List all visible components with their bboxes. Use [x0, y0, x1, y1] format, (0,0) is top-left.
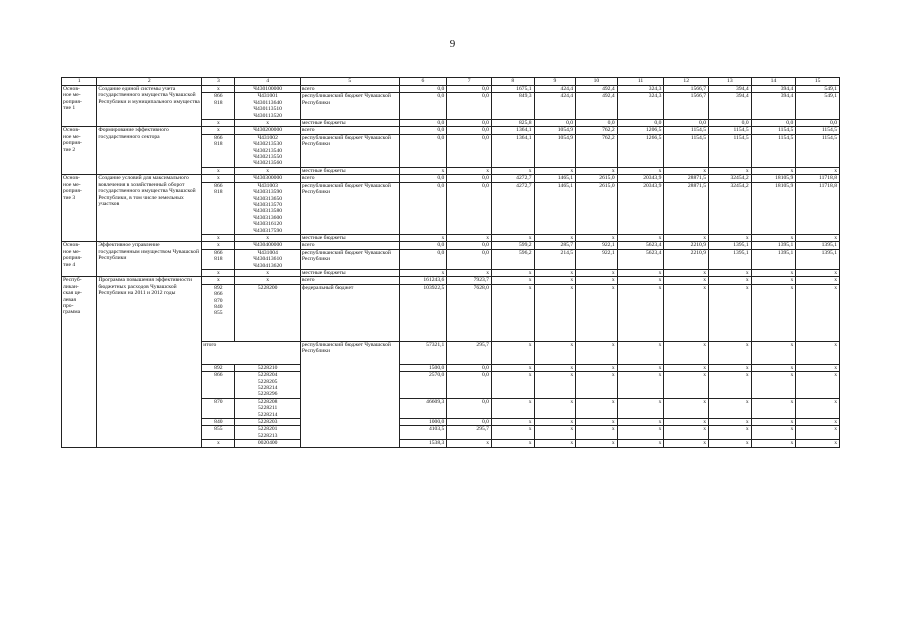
value-cell: x — [491, 372, 534, 399]
value-cell: x — [796, 277, 840, 284]
value-cell: x — [796, 426, 840, 440]
funding-source: республиканский бюджет Чувашской Республики — [300, 249, 399, 269]
value-cell: 1395,1 — [751, 249, 796, 269]
value-cell: x — [751, 440, 796, 447]
value-cell: 1395,1 — [709, 249, 752, 269]
value-cell: x — [576, 269, 618, 276]
value-cell: 0,0 — [447, 175, 492, 182]
value-cell: x — [491, 167, 534, 174]
value-cell: x — [664, 440, 709, 447]
value-cell: x — [664, 364, 709, 371]
value-cell: 0,0 — [447, 127, 492, 134]
value-cell: x — [576, 341, 618, 364]
value-cell: x — [709, 284, 752, 341]
budget-code: Ч431001 Ч430113640 Ч430113510 Ч430113520 — [235, 93, 300, 120]
value-cell: 0,0 — [447, 398, 492, 418]
value-cell: 2210,9 — [664, 242, 709, 249]
funding-source: всего — [300, 86, 399, 93]
value-cell: 394,4 — [709, 86, 752, 93]
value-cell: x — [447, 234, 492, 241]
value-cell: 1154,5 — [664, 127, 709, 134]
value-cell: x — [796, 372, 840, 399]
funding-source: федеральный бюджет — [300, 284, 399, 341]
value-cell: 18105,9 — [751, 182, 796, 234]
value-cell: x — [576, 426, 618, 440]
ministry-code: x — [202, 167, 235, 174]
ministry-code: 870 — [202, 398, 235, 418]
value-cell: x — [796, 440, 840, 447]
ministry-code: x — [202, 86, 235, 93]
value-cell: x — [751, 284, 796, 341]
value-cell: 1154,5 — [709, 134, 752, 167]
header-cell: 6 — [399, 78, 447, 86]
value-cell: x — [709, 426, 752, 440]
value-cell: 0,0 — [399, 86, 447, 93]
value-cell: 922,1 — [576, 242, 618, 249]
value-cell: x — [491, 398, 534, 418]
program-label: Респуб- ликан- ская це- левая про- грамма — [62, 277, 97, 447]
funding-source: республиканский бюджет Чувашской Республики — [300, 93, 399, 120]
value-cell: x — [491, 440, 534, 447]
value-cell: 394,4 — [751, 86, 796, 93]
value-cell: 0,0 — [399, 182, 447, 234]
value-cell: 0,0 — [399, 127, 447, 134]
value-cell: 1154,5 — [751, 134, 796, 167]
value-cell: 1000,0 — [399, 419, 447, 426]
value-cell: 1364,1 — [491, 127, 534, 134]
value-cell: x — [796, 269, 840, 276]
funding-source: всего — [300, 242, 399, 249]
value-cell: 103922,5 — [399, 284, 447, 341]
value-cell: 1395,1 — [751, 242, 796, 249]
header-cell: 15 — [796, 78, 840, 86]
value-cell: x — [576, 234, 618, 241]
ministry-code: 866 818 — [202, 93, 235, 120]
value-cell: 1566,7 — [664, 86, 709, 93]
value-cell: 0,0 — [447, 372, 492, 399]
value-cell: x — [709, 234, 752, 241]
budget-code: Ч430400000 — [235, 242, 300, 249]
budget-code: x — [235, 120, 300, 127]
value-cell: 0,0 — [617, 120, 664, 127]
value-cell: x — [534, 277, 576, 284]
ministry-code: x — [202, 175, 235, 182]
value-cell: 0,0 — [399, 120, 447, 127]
value-cell: x — [751, 234, 796, 241]
value-cell: 20343,9 — [617, 175, 664, 182]
budget-code: Ч431002 Ч430213530 Ч430213540 Ч430213550 Ч430213560 — [235, 134, 300, 167]
value-cell: 0,0 — [534, 120, 576, 127]
budget-code: Ч431004 Ч430413610 Ч430413620 — [235, 249, 300, 269]
subtotal-label: итого — [202, 341, 301, 364]
value-cell: 11718,8 — [796, 182, 840, 234]
value-cell: x — [617, 269, 664, 276]
value-cell: x — [709, 364, 752, 371]
ministry-code: x — [202, 440, 235, 447]
header-cell: 3 — [202, 78, 235, 86]
table-row — [62, 127, 840, 134]
value-cell: x — [399, 269, 447, 276]
value-cell: 32454,2 — [709, 175, 752, 182]
value-cell: x — [664, 398, 709, 418]
value-cell: 1364,1 — [491, 134, 534, 167]
value-cell: 394,4 — [709, 93, 752, 120]
value-cell: 0,0 — [399, 242, 447, 249]
value-cell: 11718,8 — [796, 175, 840, 182]
value-cell: x — [534, 284, 576, 341]
value-cell: x — [796, 364, 840, 371]
value-cell: 7628,0 — [447, 284, 492, 341]
value-cell: x — [796, 234, 840, 241]
measure-label: Основ- ное ме- роприя- тие 4 — [62, 242, 97, 277]
header-cell: 8 — [491, 78, 534, 86]
ministry-code: 866 818 — [202, 249, 235, 269]
funding-source: всего — [300, 277, 399, 284]
value-cell: 0,0 — [447, 249, 492, 269]
value-cell: x — [617, 364, 664, 371]
header-row — [62, 78, 840, 86]
value-cell: 1395,1 — [796, 249, 840, 269]
funding-source: всего — [300, 127, 399, 134]
value-cell: x — [751, 372, 796, 399]
value-cell: 1395,1 — [709, 242, 752, 249]
value-cell: 0,0 — [447, 419, 492, 426]
budget-code: Ч431003 Ч430313590 Ч430313650 Ч430313570 Ч430313580 Ч430313600 Ч430316120 Ч430317590 — [235, 182, 300, 234]
header-cell: 10 — [576, 78, 618, 86]
value-cell: 0,0 — [447, 242, 492, 249]
value-cell: x — [576, 372, 618, 399]
budget-code: 5228200 — [235, 284, 300, 341]
value-cell: x — [534, 426, 576, 440]
value-cell: x — [617, 398, 664, 418]
value-cell: x — [491, 341, 534, 364]
measure-description: Создание единой системы учета государственного имущества Чувашской Республики и муниципального имущества — [97, 86, 202, 127]
funding-source: местные бюджеты — [300, 234, 399, 241]
value-cell: x — [617, 341, 664, 364]
value-cell: x — [617, 167, 664, 174]
value-cell: 46609,3 — [399, 398, 447, 418]
value-cell: x — [796, 284, 840, 341]
value-cell: 28871,5 — [664, 182, 709, 234]
value-cell: x — [617, 419, 664, 426]
value-cell: 324,3 — [617, 93, 664, 120]
value-cell: x — [751, 398, 796, 418]
value-cell: 2615,0 — [576, 175, 618, 182]
value-cell: x — [709, 269, 752, 276]
value-cell: x — [491, 234, 534, 241]
value-cell: 57321,1 — [399, 341, 447, 364]
value-cell: x — [576, 167, 618, 174]
value-cell: x — [491, 364, 534, 371]
value-cell: x — [534, 167, 576, 174]
funding-source: республиканский бюджет Чувашской Республики — [300, 341, 399, 447]
header-cell: 9 — [534, 78, 576, 86]
value-cell: x — [664, 167, 709, 174]
funding-source: республиканский бюджет Чувашской Республики — [300, 182, 399, 234]
budget-code: Ч430200000 — [235, 127, 300, 134]
value-cell: x — [617, 284, 664, 341]
value-cell: 0,0 — [447, 182, 492, 234]
value-cell: 0,0 — [447, 364, 492, 371]
funding-source: местные бюджеты — [300, 167, 399, 174]
value-cell: x — [664, 419, 709, 426]
value-cell: 5623,4 — [617, 242, 664, 249]
value-cell: x — [664, 341, 709, 364]
ministry-code: 840 — [202, 419, 235, 426]
ministry-code: 855 — [202, 426, 235, 440]
value-cell: 0,0 — [709, 120, 752, 127]
value-cell: 1566,7 — [664, 93, 709, 120]
value-cell: 1154,5 — [796, 134, 840, 167]
budget-code: Ч430300000 — [235, 175, 300, 182]
header-cell: 14 — [751, 78, 796, 86]
ministry-code: 866 818 — [202, 182, 235, 234]
value-cell: x — [709, 440, 752, 447]
measure-description: Эффективное управление государственным имуществом Чувашской Республики — [97, 242, 202, 277]
value-cell: 424,4 — [534, 93, 576, 120]
value-cell: x — [399, 234, 447, 241]
value-cell: x — [617, 372, 664, 399]
value-cell: x — [751, 269, 796, 276]
value-cell: 1675,1 — [491, 86, 534, 93]
value-cell: 492,4 — [576, 93, 618, 120]
value-cell: x — [534, 364, 576, 371]
value-cell: 0,0 — [664, 120, 709, 127]
value-cell: 1054,9 — [534, 127, 576, 134]
value-cell: x — [796, 419, 840, 426]
value-cell: x — [576, 277, 618, 284]
value-cell: 922,1 — [576, 249, 618, 269]
value-cell: x — [534, 372, 576, 399]
value-cell: x — [534, 398, 576, 418]
value-cell: x — [576, 419, 618, 426]
budget-code: x — [235, 167, 300, 174]
value-cell: 394,4 — [751, 93, 796, 120]
value-cell: x — [576, 398, 618, 418]
value-cell: 161243,6 — [399, 277, 447, 284]
value-cell: x — [751, 419, 796, 426]
value-cell: 0,0 — [399, 249, 447, 269]
value-cell: x — [576, 440, 618, 447]
value-cell: 762,2 — [576, 127, 618, 134]
value-cell: x — [751, 167, 796, 174]
value-cell: x — [751, 426, 796, 440]
ministry-code: x — [202, 120, 235, 127]
header-cell: 2 — [97, 78, 202, 86]
value-cell: x — [491, 269, 534, 276]
value-cell: 0,0 — [447, 86, 492, 93]
value-cell: 285,7 — [534, 242, 576, 249]
measure-description: Создание условий для максимального вовлечения в хозяйственный оборот государственного имущества Чувашской Республики, в том числе земельных участков — [97, 175, 202, 242]
header-cell: 12 — [664, 78, 709, 86]
value-cell: 0,0 — [447, 134, 492, 167]
value-cell: x — [534, 269, 576, 276]
value-cell: 1465,1 — [534, 175, 576, 182]
value-cell: x — [709, 398, 752, 418]
ministry-code: x — [202, 269, 235, 276]
value-cell: 1154,5 — [709, 127, 752, 134]
ministry-code: x — [202, 277, 235, 284]
budget-code: 5228210 — [235, 364, 300, 371]
header-cell: 5 — [300, 78, 399, 86]
value-cell: x — [447, 167, 492, 174]
ministry-code: 866 818 — [202, 134, 235, 167]
ministry-code: 892 866 870 840 855 — [202, 284, 235, 341]
ministry-code: 866 — [202, 372, 235, 399]
header-cell: 1 — [62, 78, 97, 86]
table-row — [62, 175, 840, 182]
budget-table — [61, 77, 840, 448]
value-cell: 599,2 — [491, 242, 534, 249]
funding-source: местные бюджеты — [300, 120, 399, 127]
value-cell: 549,1 — [796, 86, 840, 93]
measure-label: Основ- ное ме- роприя- тие 3 — [62, 175, 97, 242]
table-row — [62, 242, 840, 249]
value-cell: 549,1 — [796, 93, 840, 120]
value-cell: 295,7 — [447, 341, 492, 364]
value-cell: x — [796, 398, 840, 418]
value-cell: x — [709, 341, 752, 364]
value-cell: 0,0 — [399, 93, 447, 120]
value-cell: x — [664, 372, 709, 399]
value-cell: x — [534, 341, 576, 364]
value-cell: 1500,0 — [399, 364, 447, 371]
page-number: 9 — [449, 38, 456, 50]
value-cell: x — [664, 284, 709, 341]
measure-description: Формирование эффективного государственного сектора — [97, 127, 202, 175]
program-description: Программа повышения эффективности бюджетных расходов Чувашской Республики на 2011 и 2012 годы — [97, 277, 202, 447]
funding-source: местные бюджеты — [300, 269, 399, 276]
table-row — [62, 277, 840, 284]
value-cell: x — [491, 284, 534, 341]
value-cell: x — [751, 364, 796, 371]
value-cell: 18105,9 — [751, 175, 796, 182]
value-cell: 1538,3 — [399, 440, 447, 447]
value-cell: x — [751, 341, 796, 364]
value-cell: 0,0 — [399, 134, 447, 167]
value-cell: x — [709, 419, 752, 426]
ministry-code: 892 — [202, 364, 235, 371]
value-cell: 424,4 — [534, 86, 576, 93]
value-cell: x — [664, 426, 709, 440]
value-cell: x — [709, 277, 752, 284]
value-cell: x — [796, 341, 840, 364]
value-cell: x — [664, 269, 709, 276]
value-cell: 2210,9 — [664, 249, 709, 269]
budget-code: 5228203 — [235, 419, 300, 426]
header-cell: 4 — [235, 78, 300, 86]
value-cell: 762,2 — [576, 134, 618, 167]
value-cell: 2570,0 — [399, 372, 447, 399]
value-cell: 324,3 — [617, 86, 664, 93]
value-cell: x — [709, 372, 752, 399]
value-cell: 5623,4 — [617, 249, 664, 269]
value-cell: 1465,1 — [534, 182, 576, 234]
value-cell: x — [576, 284, 618, 341]
value-cell: x — [664, 234, 709, 241]
value-cell: x — [617, 234, 664, 241]
value-cell: x — [491, 419, 534, 426]
value-cell: 2615,0 — [576, 182, 618, 234]
header-cell: 13 — [709, 78, 752, 86]
budget-code: Ч430100000 — [235, 86, 300, 93]
value-cell: 4103,5 — [399, 426, 447, 440]
value-cell: 20343,9 — [617, 182, 664, 234]
value-cell: 0,0 — [399, 175, 447, 182]
value-cell: 1154,5 — [796, 127, 840, 134]
value-cell: 849,3 — [491, 93, 534, 120]
value-cell: x — [617, 277, 664, 284]
funding-source: всего — [300, 175, 399, 182]
value-cell: x — [399, 167, 447, 174]
budget-code: x — [235, 269, 300, 276]
budget-code: 0020400 — [235, 440, 300, 447]
value-cell: 0,0 — [447, 120, 492, 127]
budget-code: 5228208 5228211 5228214 — [235, 398, 300, 418]
value-cell: 32454,2 — [709, 182, 752, 234]
value-cell: 4272,7 — [491, 182, 534, 234]
value-cell: 1154,5 — [751, 127, 796, 134]
ministry-code: x — [202, 127, 235, 134]
value-cell: x — [447, 440, 492, 447]
value-cell: 1206,5 — [617, 127, 664, 134]
budget-code: 5228201 5228213 — [235, 426, 300, 440]
measure-label: Основ- ное ме- роприя- тие 1 — [62, 86, 97, 127]
value-cell: 7923,7 — [447, 277, 492, 284]
value-cell: 1154,5 — [664, 134, 709, 167]
value-cell: 214,5 — [534, 249, 576, 269]
value-cell: 492,4 — [576, 86, 618, 93]
value-cell: 825,8 — [491, 120, 534, 127]
value-cell: 4272,7 — [491, 175, 534, 182]
measure-label: Основ- ное ме- роприя- тие 2 — [62, 127, 97, 175]
value-cell: x — [576, 364, 618, 371]
value-cell: x — [534, 234, 576, 241]
funding-source: республиканский бюджет Чувашской Республики — [300, 134, 399, 167]
value-cell: x — [617, 426, 664, 440]
value-cell: x — [491, 426, 534, 440]
ministry-code: x — [202, 234, 235, 241]
value-cell: 295,7 — [447, 426, 492, 440]
value-cell: 1054,9 — [534, 134, 576, 167]
value-cell: x — [534, 440, 576, 447]
value-cell: 1395,1 — [796, 242, 840, 249]
value-cell: 0,0 — [576, 120, 618, 127]
value-cell: x — [751, 277, 796, 284]
value-cell: x — [491, 277, 534, 284]
value-cell: 596,2 — [491, 249, 534, 269]
value-cell: x — [447, 269, 492, 276]
table-row — [62, 86, 840, 93]
value-cell: 0,0 — [447, 93, 492, 120]
header-cell: 11 — [617, 78, 664, 86]
value-cell: 0,0 — [796, 120, 840, 127]
budget-code: 5228204 5228205 5228214 5228296 — [235, 372, 300, 399]
value-cell: x — [534, 419, 576, 426]
value-cell: 28871,5 — [664, 175, 709, 182]
value-cell: x — [709, 167, 752, 174]
budget-code: x — [235, 277, 300, 284]
value-cell: 0,0 — [751, 120, 796, 127]
header-cell: 7 — [447, 78, 492, 86]
ministry-code: x — [202, 242, 235, 249]
budget-code: x — [235, 234, 300, 241]
value-cell: x — [664, 277, 709, 284]
value-cell: x — [796, 167, 840, 174]
value-cell: x — [617, 440, 664, 447]
value-cell: 1266,5 — [617, 134, 664, 167]
